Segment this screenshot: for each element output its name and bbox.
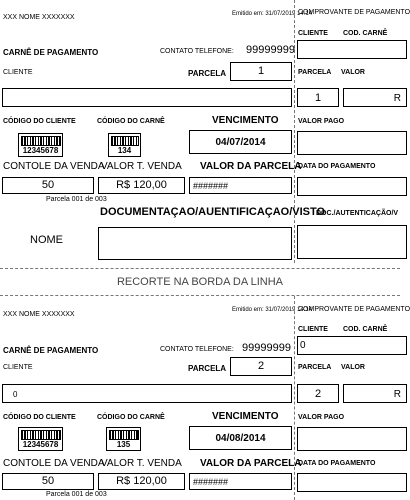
stub-valor-label: VALOR bbox=[341, 69, 365, 76]
valor-parcela-field: ####### bbox=[189, 177, 292, 194]
parcela-info: Parcela 001 de 003 bbox=[46, 491, 107, 498]
cliente-barcode-icon bbox=[21, 136, 61, 146]
parcela-field: 2 bbox=[230, 357, 292, 376]
valor-venda-field: R$ 120,00 bbox=[98, 177, 185, 194]
contato-value: 99999999 bbox=[242, 342, 291, 354]
stub-doc-field bbox=[297, 225, 407, 259]
stub-cliente-field bbox=[297, 40, 407, 59]
stub-cliente-label: CLIENTE bbox=[298, 30, 328, 37]
stub-valor-pago-field bbox=[297, 131, 407, 155]
valor-parcela-label: VALOR DA PARCELA bbox=[200, 458, 302, 469]
valor-parcela-label: VALOR DA PARCELA bbox=[200, 161, 302, 172]
doc-label: DOCUMENTAÇAO/AUENTIFICAÇAO/VISTO bbox=[100, 206, 326, 218]
vencimento-field: 04/08/2014 bbox=[189, 426, 292, 450]
cod-carne-label: CÓDIGO DO CARNÊ bbox=[97, 118, 165, 125]
stub-data-pagamento-label: DATA DO PAGAMENTO bbox=[298, 163, 376, 170]
stub-divider bbox=[294, 296, 295, 500]
cliente-label: CLIENTE bbox=[3, 364, 33, 371]
store-name: XXX NOME XXXXXXX bbox=[3, 311, 75, 318]
cod-cliente-label: CÓDIGO DO CLIENTE bbox=[3, 414, 76, 421]
parcela-info: Parcela 001 de 003 bbox=[46, 196, 107, 203]
cod-cliente-box bbox=[18, 427, 63, 451]
cod-cliente-value: 12345678 bbox=[22, 440, 59, 449]
stub-cod-carne-label: COD. CARNÊ bbox=[343, 326, 388, 333]
cod-carne-box bbox=[108, 133, 141, 157]
valor-venda-field: R$ 120,00 bbox=[98, 473, 185, 490]
cliente-field: 0 bbox=[2, 384, 292, 403]
stub-data-pagamento-field bbox=[297, 177, 407, 196]
stub-valor-pago-field bbox=[297, 427, 407, 451]
cod-carne-value: 135 bbox=[116, 440, 131, 449]
nome-label: NOME bbox=[30, 234, 63, 246]
stub-data-pagamento-field bbox=[297, 473, 407, 492]
stub-title: COMPROVANTE DE PAGAMENTO bbox=[298, 9, 410, 16]
stub-title: COMPROVANTE DE PAGAMENTO bbox=[298, 306, 410, 313]
carne-title: CARNÊ DE PAGAMENTO bbox=[3, 346, 99, 355]
controle-field: 50 bbox=[2, 473, 94, 490]
stub-parcela-field: 2 bbox=[297, 384, 339, 403]
valor-parcela-field: ####### bbox=[189, 473, 292, 490]
emitido-text: Emitido em: 31/07/2019 14:14 bbox=[232, 307, 313, 313]
contato-value: 99999999 bbox=[246, 44, 295, 56]
cod-carne-box bbox=[106, 427, 141, 451]
cliente-field bbox=[2, 88, 292, 107]
carne-barcode-icon bbox=[111, 136, 139, 146]
valor-venda-label: VALOR T. VENDA bbox=[101, 458, 182, 469]
parcela-label: PARCELA bbox=[188, 69, 227, 78]
parcela-field: 1 bbox=[230, 62, 292, 81]
parcela-label: PARCELA bbox=[188, 364, 227, 373]
stub-data-pagamento-label: DATA DO PAGAMENTO bbox=[298, 460, 376, 467]
stub-valor-pago-label: VALOR PAGO bbox=[298, 118, 345, 125]
stub-cliente-label: CLIENTE bbox=[298, 326, 328, 333]
stub-valor-pago-label: VALOR PAGO bbox=[298, 414, 345, 421]
cod-carne-value: 134 bbox=[117, 146, 132, 155]
cod-cliente-box bbox=[18, 133, 63, 157]
cod-cliente-label: CÓDIGO DO CLIENTE bbox=[3, 118, 76, 125]
controle-field: 50 bbox=[2, 177, 94, 194]
contato-label: CONTATO TELEFONE: bbox=[160, 346, 234, 353]
cut-line-bottom bbox=[0, 295, 400, 296]
contato-label: CONTATO TELEFONE: bbox=[160, 48, 234, 55]
stub-parcela-field: 1 bbox=[297, 88, 339, 107]
vencimento-label: VENCIMENTO bbox=[212, 115, 279, 126]
stub-parcela-label: PARCELA bbox=[298, 364, 332, 371]
stub-valor-field: R bbox=[343, 88, 407, 107]
stub-parcela-label: PARCELA bbox=[298, 69, 332, 76]
cliente-label: CLIENTE bbox=[3, 69, 33, 76]
carne-barcode-icon bbox=[109, 430, 139, 440]
valor-venda-label: VALOR T. VENDA bbox=[101, 161, 182, 172]
stub-cod-carne-label: COD. CARNÊ bbox=[343, 30, 388, 37]
vencimento-field: 04/07/2014 bbox=[189, 130, 292, 154]
store-name: XXX NOME XXXXXXX bbox=[3, 14, 75, 21]
stub-cliente-field: 0 bbox=[297, 336, 407, 355]
cliente-barcode-icon bbox=[21, 430, 61, 440]
nome-field bbox=[98, 227, 292, 260]
vencimento-label: VENCIMENTO bbox=[212, 411, 279, 422]
emitido-text: Emitido em: 31/07/2019 14:14 bbox=[232, 11, 313, 17]
carne-title: CARNÊ DE PAGAMENTO bbox=[3, 48, 99, 57]
cod-cliente-value: 12345678 bbox=[22, 146, 59, 155]
stub-valor-field: R bbox=[343, 384, 407, 403]
stub-doc-label: DOC./AUTENTICAÇÃO/V bbox=[316, 210, 399, 217]
cod-carne-label: CÓDIGO DO CARNÊ bbox=[97, 414, 165, 421]
controle-label: CONTOLE DA VENDA bbox=[3, 458, 105, 469]
recorte-label: RECORTE NA BORDA DA LINHA bbox=[116, 276, 284, 288]
stub-valor-label: VALOR bbox=[341, 364, 365, 371]
cut-line-top bbox=[0, 268, 400, 269]
controle-label: CONTOLE DA VENDA bbox=[3, 161, 105, 172]
stub-divider bbox=[294, 0, 295, 263]
